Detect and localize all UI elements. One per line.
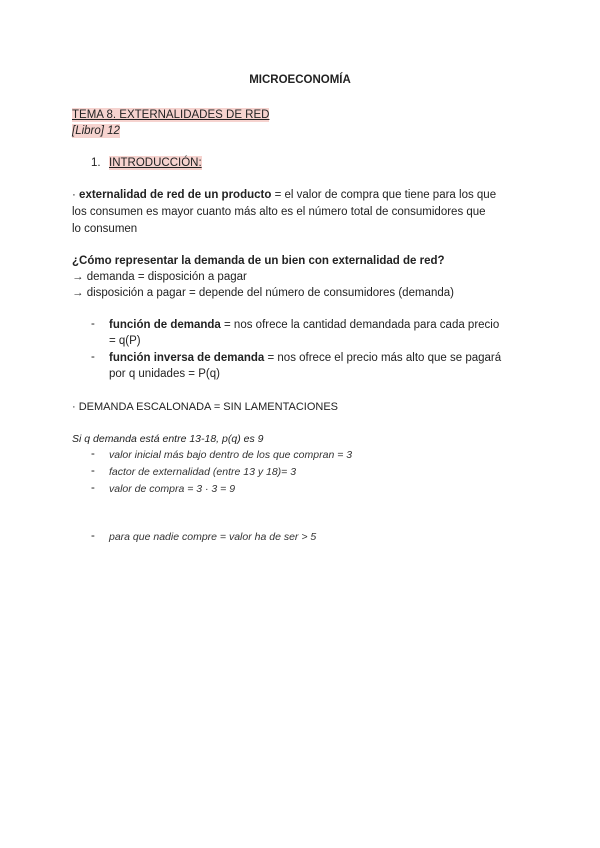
arrow-line-1: → demanda = disposición a pagar <box>72 271 247 283</box>
example-item-1: valor inicial más bajo dentro de los que compran = 3 <box>109 449 353 461</box>
definition-term: externalidad de red de un producto <box>79 189 272 201</box>
function-line2-2: por q unidades = P(q) <box>109 368 220 380</box>
function-rest-1: = nos ofrece la cantidad demandada para cada precio <box>220 319 500 331</box>
escalonada-heading: · DEMANDA ESCALONADA = SIN LAMENTACIONES <box>72 401 338 413</box>
example-dash-3: - <box>91 482 95 494</box>
function-line2-1: = q(P) <box>109 335 141 347</box>
definition-rest: = el valor de compra que tiene para los que <box>271 189 497 201</box>
example-last-item: para que nadie compre = valor ha de ser > 5 <box>109 531 317 543</box>
example-item-2: factor de externalidad (entre 13 y 18)= 3 <box>109 466 297 478</box>
section-title: INTRODUCCIÓN: <box>109 157 202 169</box>
example-intro: Si q demanda está entre 13-18, p(q) es 9 <box>72 433 264 445</box>
function-rest-2: = nos ofrece el precio más alto que se pagará <box>264 352 502 364</box>
example-dash-4: - <box>91 530 95 542</box>
arrow-line-2: → disposición a pagar = depende del número de consumidores (demanda) <box>72 287 454 299</box>
function-term-1: función de demanda <box>109 319 221 331</box>
definition-line-3: lo consumen <box>72 223 138 235</box>
function-item-1 <box>109 318 499 332</box>
book-reference: [Libro] 12 <box>72 125 120 137</box>
section-number: 1. <box>91 157 101 169</box>
function-term-2: función inversa de demanda <box>109 352 265 364</box>
example-dash-2: - <box>91 465 95 477</box>
question-heading: ¿Cómo representar la demanda de un bien con externalidad de red? <box>72 255 445 267</box>
definition-line-1 <box>72 188 496 202</box>
page-title: MICROECONOMÍA <box>249 74 351 86</box>
function-item-2 <box>109 351 501 365</box>
example-dash-1: - <box>91 448 95 460</box>
function-dash-2: - <box>91 351 95 363</box>
definition-bullet: · <box>72 189 76 201</box>
topic-heading: TEMA 8. EXTERNALIDADES DE RED <box>72 109 270 121</box>
example-item-3: valor de compra = 3 · 3 = 9 <box>109 483 236 495</box>
definition-line-2: los consumen es mayor cuanto más alto es el número total de consumidores que <box>72 206 486 218</box>
function-dash-1: - <box>91 318 95 330</box>
